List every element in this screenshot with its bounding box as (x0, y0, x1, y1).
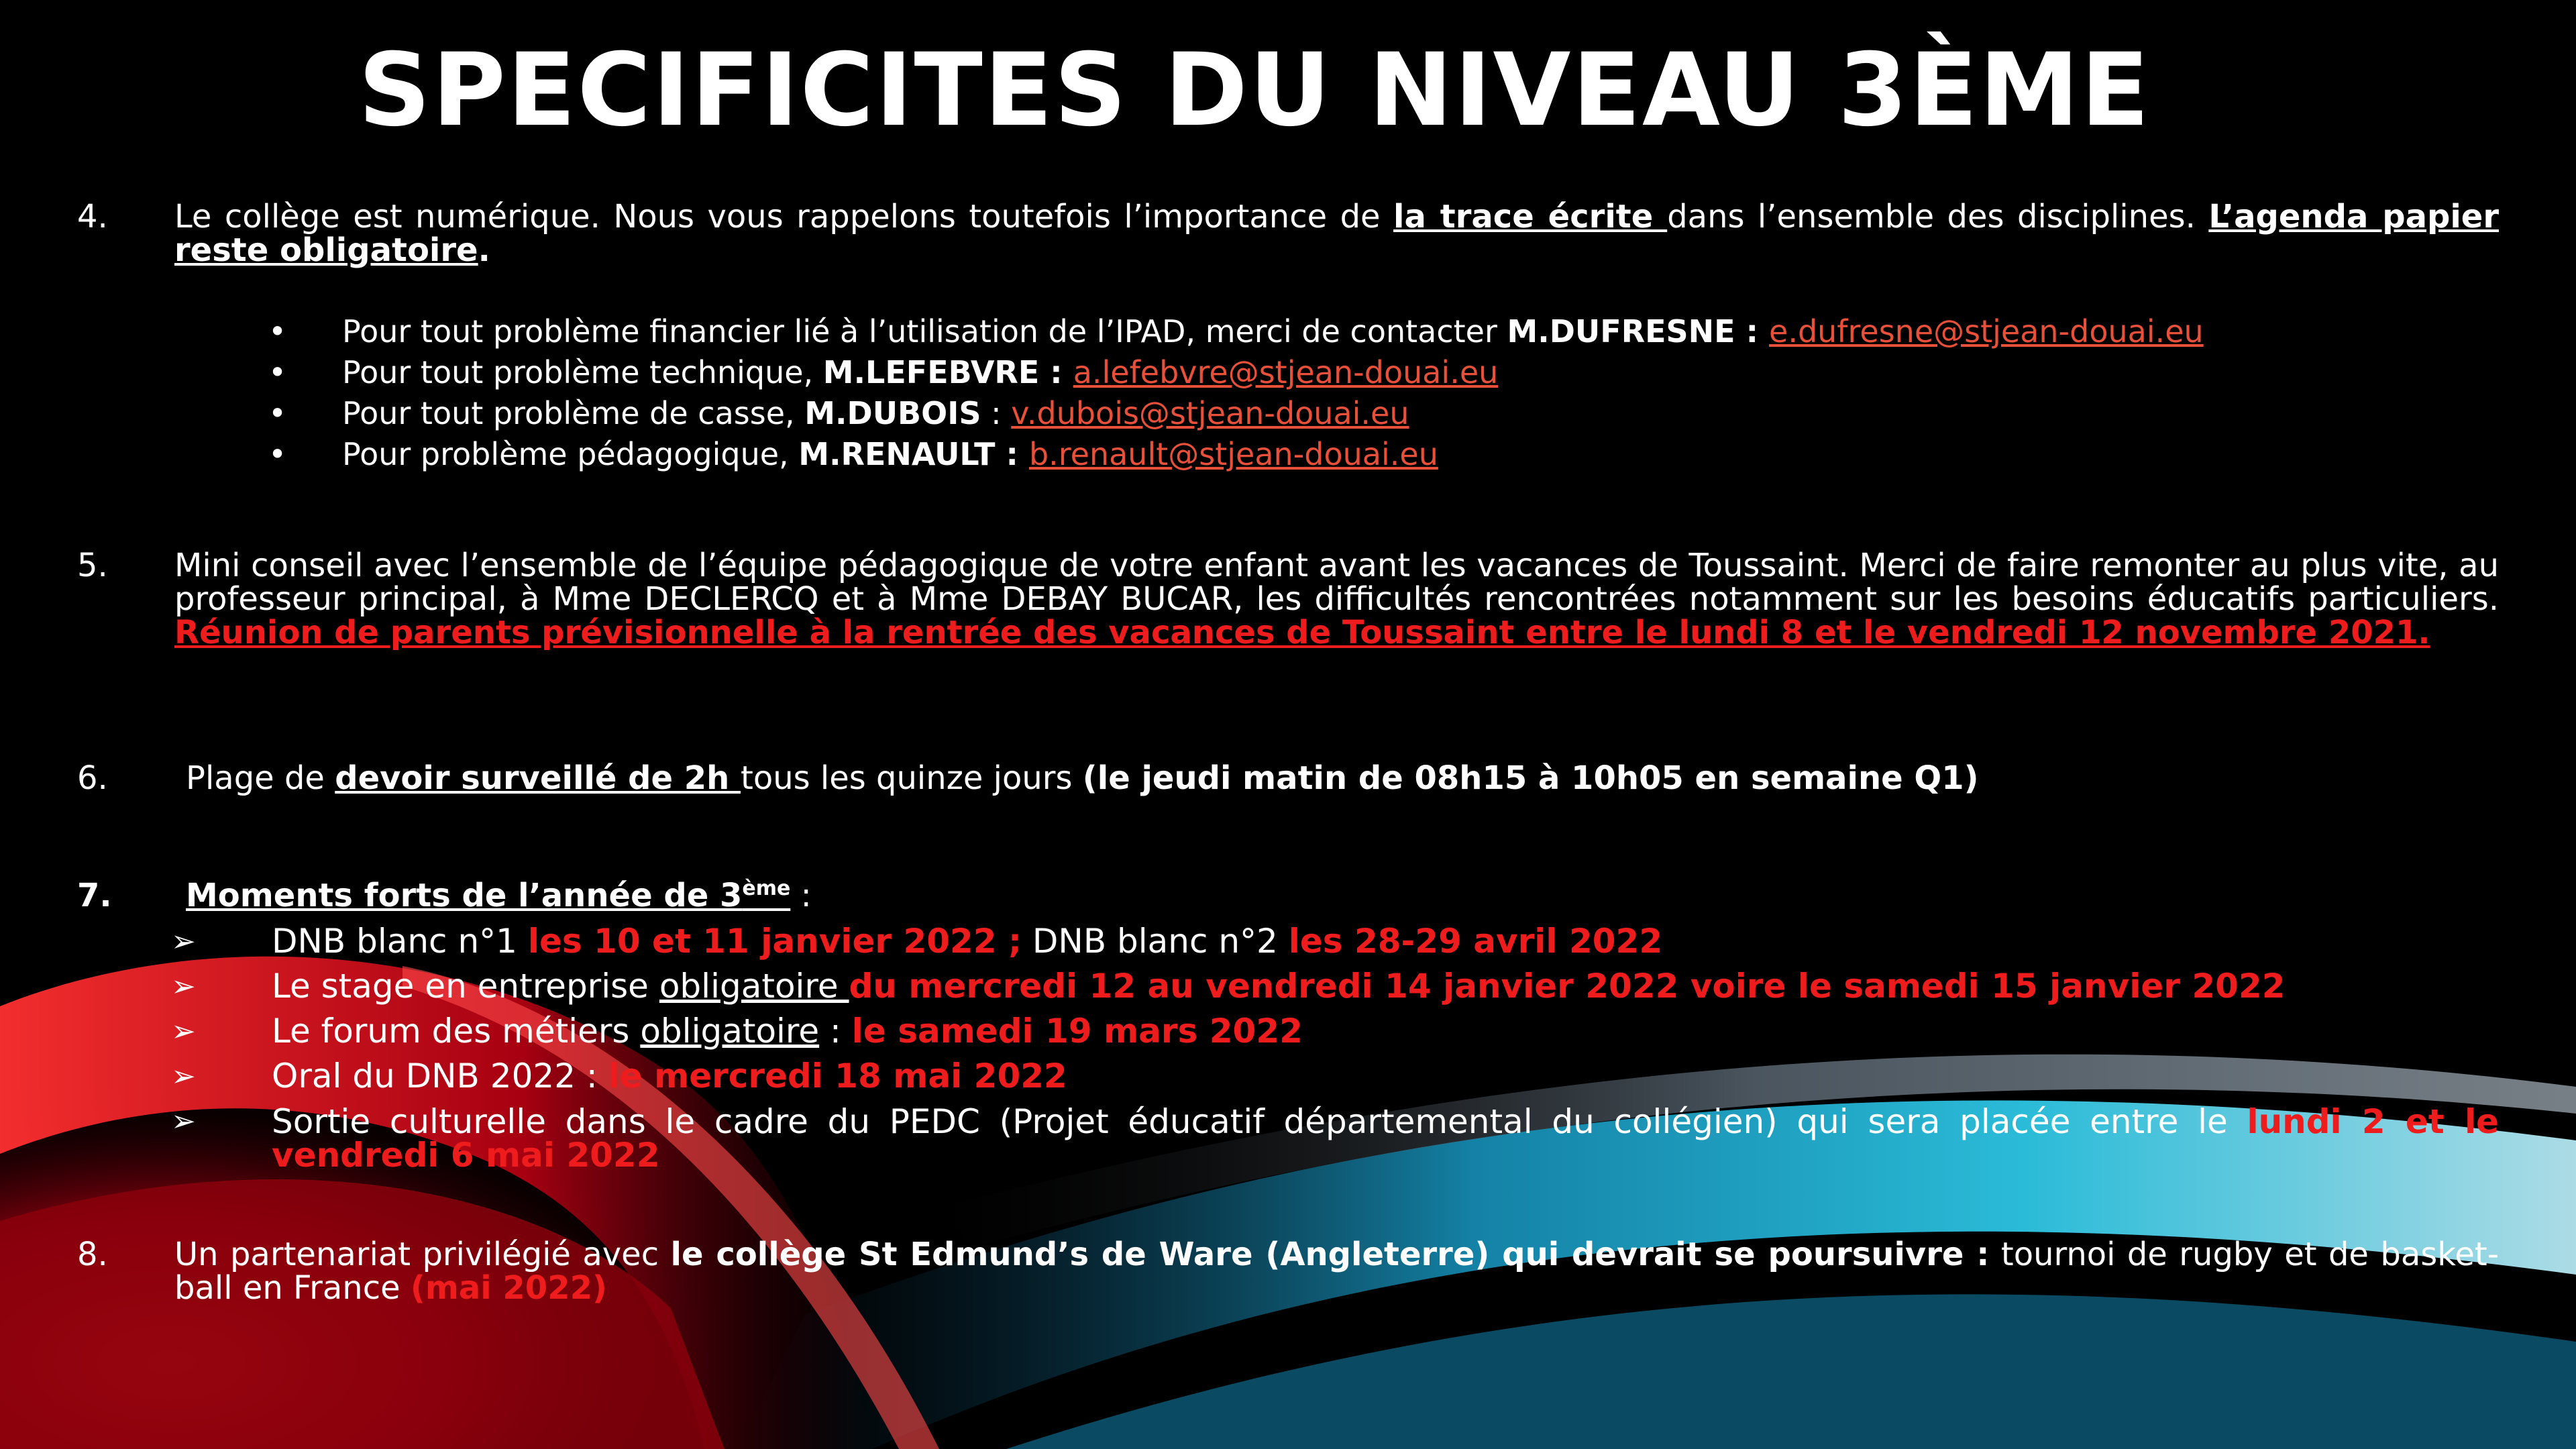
arrow-bullet-icon: ➢ (171, 969, 196, 1004)
list-item: ➢ Le forum des métiers obligatoire : le samedi 19 mars 2022 (171, 1009, 2499, 1054)
bullet-icon: • (268, 436, 287, 472)
contact-list (268, 311, 2281, 475)
list-item: • Pour tout problème de casse, M.DUBOIS : v.dubois@stjean-douai.eu (268, 393, 2281, 434)
item-6-text: Plage de devoir surveillé de 2h tous les quinze jours (le jeudi matin de 08h15 à 10h05 en semaine Q1) (186, 759, 1979, 797)
key-dates-list (171, 919, 2499, 1175)
list-item: ➢ DNB blanc n°1 les 10 et 11 janvier 2022 ; DNB blanc n°2 les 28-29 avril 2022 (171, 919, 2499, 964)
arrow-bullet-icon: ➢ (171, 1059, 196, 1093)
item-number: 4. (77, 198, 108, 235)
item-number: 5. (77, 547, 108, 584)
item-8-text: Un partenariat privilégié avec le collège St Edmund’s de Ware (Angleterre) qui devrait se poursuivre : tournoi de rugby et de basket-ball en France (mai 2022) (174, 1236, 2500, 1307)
arrow-bullet-icon: ➢ (171, 924, 196, 959)
list-item: ➢ Sortie culturelle dans le cadre du PEDC (Projet éducatif départemental du collégien) qui sera placée entre le lundi 2 et le vendredi 6 mai 2022 (171, 1102, 2499, 1175)
list-item: ➢ Oral du DNB 2022 : le mercredi 18 mai 2022 (171, 1054, 2499, 1099)
arrow-bullet-icon: ➢ (171, 1014, 196, 1049)
email-link[interactable]: b.renault@stjean-douai.eu (1028, 436, 1438, 472)
list-item: • Pour tout problème financier lié à l’utilisation de l’IPAD, merci de contacter M.DUFRESNE : e.dufresne@stjean-douai.eu (268, 311, 2281, 352)
bullet-icon: • (268, 313, 287, 350)
item-number: 8. (77, 1236, 108, 1273)
email-link[interactable]: e.dufresne@stjean-douai.eu (1769, 313, 2204, 350)
list-item: • Pour tout problème technique, M.LEFEBVRE : a.lefebvre@stjean-douai.eu (268, 352, 2281, 393)
list-item: ➢ Le stage en entreprise obligatoire du mercredi 12 au vendredi 14 janvier 2022 voire le samedi 15 janvier 2022 (171, 964, 2499, 1009)
item-4-text: Le collège est numérique. Nous vous rappelons toutefois l’importance de la trace écrite dans l’ensemble des disciplines. L’agenda papier reste obligatoire. (174, 198, 2500, 269)
bullet-icon: • (268, 354, 287, 390)
item-7-heading: Moments forts de l’année de 3ème : (186, 877, 812, 914)
email-link[interactable]: v.dubois@stjean-douai.eu (1011, 395, 1409, 431)
list-item: • Pour problème pédagogique, M.RENAULT : b.renault@stjean-douai.eu (268, 434, 2281, 475)
bullet-icon: • (268, 395, 287, 431)
item-5-text: Mini conseil avec l’ensemble de l’équipe pédagogique de votre enfant avant les vacances de Toussaint. Merci de faire remonter au plus vite, au professeur principal, à Mme DECLERCQ et à Mme DEBAY BUCAR, les difficultés rencontrées notamment sur les besoins éducatifs particuliers. Réunion de parents prévisionnelle à la rentrée des vacances de Toussaint entre le lundi 8 et le vendredi 12 novembre 2021. (174, 547, 2499, 651)
item-number: 6. (77, 759, 108, 797)
arrow-bullet-icon: ➢ (171, 1104, 196, 1138)
slide-title: SPECIFICITES DU NIVEAU 3ÈME (358, 32, 2151, 149)
email-link[interactable]: a.lefebvre@stjean-douai.eu (1073, 354, 1499, 390)
item-number: 7. (77, 877, 112, 914)
